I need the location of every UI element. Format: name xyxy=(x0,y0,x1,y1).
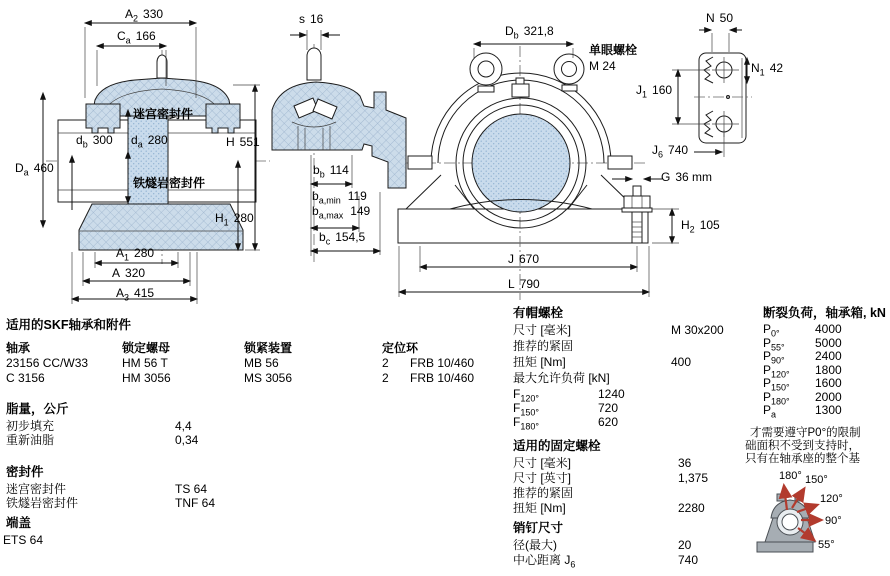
dim-A2: $A_2$ 330 xyxy=(125,7,164,24)
pins-title: 销钉尺寸 xyxy=(513,521,564,535)
spec-label: 最大允许负荷 [kN] xyxy=(513,371,610,385)
angle-label-90: 90° xyxy=(825,515,842,527)
grease-label: 初步填充 xyxy=(6,419,55,433)
dim-Da: $D_a$ 460 xyxy=(15,161,54,178)
section-title: 适用的SKF轴承和附件 xyxy=(6,318,132,332)
load-angle-diagram xyxy=(735,462,887,576)
spec-label: 扭矩 [Nm] xyxy=(513,355,566,369)
spec-value: M 30x200 xyxy=(671,323,724,337)
dim-Db: $D_b$ 321,8 xyxy=(505,24,554,41)
f-load-row: $F_{120^\circ}$ 1240 xyxy=(513,387,625,404)
angle-label-120: 120° xyxy=(820,493,843,505)
load-row: $P_{90^\circ}$ 2400 xyxy=(763,349,842,366)
bore xyxy=(472,114,570,212)
load-row: $P_{55^\circ}$ 5000 xyxy=(763,335,842,352)
grease-row xyxy=(6,433,511,447)
bearings-table-header xyxy=(6,340,511,356)
seals-title: 密封件 xyxy=(6,465,44,479)
spec-value: 2280 xyxy=(678,501,705,515)
dim-bb: $b_b$ 114 xyxy=(313,163,349,180)
angle-label-150: 150° xyxy=(805,474,828,486)
dim-H2: $H_2$ 105 xyxy=(681,218,720,235)
bearings-accessories-section xyxy=(3,318,511,547)
note-line: 础面积不受到支持时， xyxy=(745,440,860,452)
table-row xyxy=(6,371,511,386)
load-row: $P_{120^\circ}$ 1800 xyxy=(763,362,842,379)
label-labyrinth-seal: 迷宫密封件 xyxy=(133,107,194,121)
spec-label: 尺寸 [英寸] xyxy=(513,471,572,485)
label-taconite-seal: 铁燧岩密封件 xyxy=(133,176,206,190)
dim-J: J 670 xyxy=(508,252,540,266)
cap-bolts-title: 有帽螺栓 xyxy=(513,306,564,320)
locknut: HM 56 T xyxy=(122,356,168,370)
dim-bamin: $b_{a,min}$ 119 xyxy=(312,189,367,206)
dim-L: L 790 xyxy=(508,277,540,291)
spec-label: 尺寸 [毫米] xyxy=(513,323,572,337)
grease-fitting xyxy=(157,55,167,78)
grease-title: 脂量，公斤 xyxy=(6,402,69,416)
ring-qty: 2 xyxy=(382,371,389,385)
spec-value: 1,375 xyxy=(678,471,709,485)
locknut: HM 3056 xyxy=(122,371,171,385)
dim-A3: $A_3$ 415 xyxy=(116,286,155,303)
ring: FRB 10/460 xyxy=(410,371,475,385)
seal-value: TS 64 xyxy=(175,482,208,496)
base-top-view xyxy=(672,30,752,157)
bearing-section-view xyxy=(272,30,406,262)
note-line: 只有在轴承座的整个基 xyxy=(745,453,860,465)
dim-G: G 36 mm xyxy=(661,170,713,184)
angle-label-55: 55° xyxy=(818,539,835,551)
spec-label: 推荐的紧固 xyxy=(513,339,574,353)
spec-label: 扭矩 [Nm] xyxy=(513,501,566,515)
dim-Ca: $C_a$ 166 xyxy=(117,29,156,46)
dim-bc: $b_c$ 154,5 xyxy=(319,230,366,247)
grease-value: 0,34 xyxy=(175,433,199,447)
pin-row: 中心距离 $J_6$ 740 xyxy=(513,553,699,570)
dim-A1: $A_1$ 280 xyxy=(116,246,155,263)
dim-H1: $H_1$ 280 xyxy=(215,211,254,228)
col-locating-ring: 定位环 xyxy=(382,341,419,355)
attachment-bolts-title: 适用的固定螺栓 xyxy=(513,439,601,453)
grease-row xyxy=(6,419,511,433)
dim-N: N 50 xyxy=(706,11,734,25)
col-bearing: 轴承 xyxy=(6,341,31,355)
label-eyebolt-size: M 24 xyxy=(589,59,616,73)
seal-row xyxy=(6,496,511,510)
spec-value: 36 xyxy=(678,456,692,470)
bearing-designation: C 3156 xyxy=(6,371,45,385)
spec-value: 400 xyxy=(671,355,692,369)
dim-A: A 320 xyxy=(112,266,146,280)
seal-label: 铁燧岩密封件 xyxy=(6,496,79,510)
ring: FRB 10/460 xyxy=(410,356,475,370)
dim-J1: $J_1$ 160 xyxy=(636,83,673,100)
breaking-loads-section xyxy=(763,306,890,420)
spec-label: 尺寸 [毫米] xyxy=(513,456,572,470)
breaking-loads-note xyxy=(745,427,890,466)
base-front xyxy=(398,209,648,243)
f-load-row: $F_{150^\circ}$ 720 xyxy=(513,401,619,418)
col-lockdevice: 锁紧装置 xyxy=(244,341,293,355)
col-locknut: 锁定螺母 xyxy=(122,341,171,355)
dim-H: H 551 xyxy=(226,135,260,149)
grease-value: 4,4 xyxy=(175,419,192,433)
dim-db: $d_b$ 300 xyxy=(76,133,113,150)
pin-row: 径(最大) 20 xyxy=(513,538,692,552)
end-cover-title: 端盖 xyxy=(6,516,32,530)
load-row: $P_{180^\circ}$ 2000 xyxy=(763,389,842,406)
load-row: $P_{150^\circ}$ 1600 xyxy=(763,376,842,393)
spec-label: 推荐的紧固 xyxy=(513,486,574,500)
load-row: $P_{0^\circ}$ 4000 xyxy=(763,322,842,339)
side-section-view xyxy=(43,23,270,304)
load-row: $P_a$ 1300 xyxy=(763,403,842,420)
bolts-section xyxy=(513,306,733,568)
label-eyebolt: 单眼螺栓 xyxy=(589,43,638,57)
lock-device: MB 56 xyxy=(244,356,279,370)
seal-label: 迷宫密封件 xyxy=(6,482,67,496)
breaking-loads-title: 断裂负荷，轴承箱, kN xyxy=(763,306,886,320)
lock-device: MS 3056 xyxy=(244,371,293,385)
grease-fitting xyxy=(307,48,321,80)
grease-label: 重新油脂 xyxy=(6,433,55,447)
f-load-row: $F_{180^\circ}$ 620 xyxy=(513,415,619,432)
dim-s: s 16 xyxy=(299,12,324,26)
angle-label-180: 180° xyxy=(779,470,802,482)
seal-value: TNF 64 xyxy=(175,496,216,510)
dim-J6: $J_6$ 740 xyxy=(652,143,689,160)
bearing-designation: 23156 CC/W33 xyxy=(6,356,89,370)
dim-N1: $N_1$ 42 xyxy=(751,61,784,78)
note-line: 才需要遵守P0°的限制 xyxy=(750,427,861,439)
end-cover-value: ETS 64 xyxy=(3,533,44,547)
dim-da: $d_a$ 280 xyxy=(131,133,168,150)
ring-qty: 2 xyxy=(382,356,389,370)
table-row xyxy=(6,356,511,371)
dim-bamax: $b_{a,max}$ 149 xyxy=(312,204,371,221)
seal-row xyxy=(6,482,511,496)
